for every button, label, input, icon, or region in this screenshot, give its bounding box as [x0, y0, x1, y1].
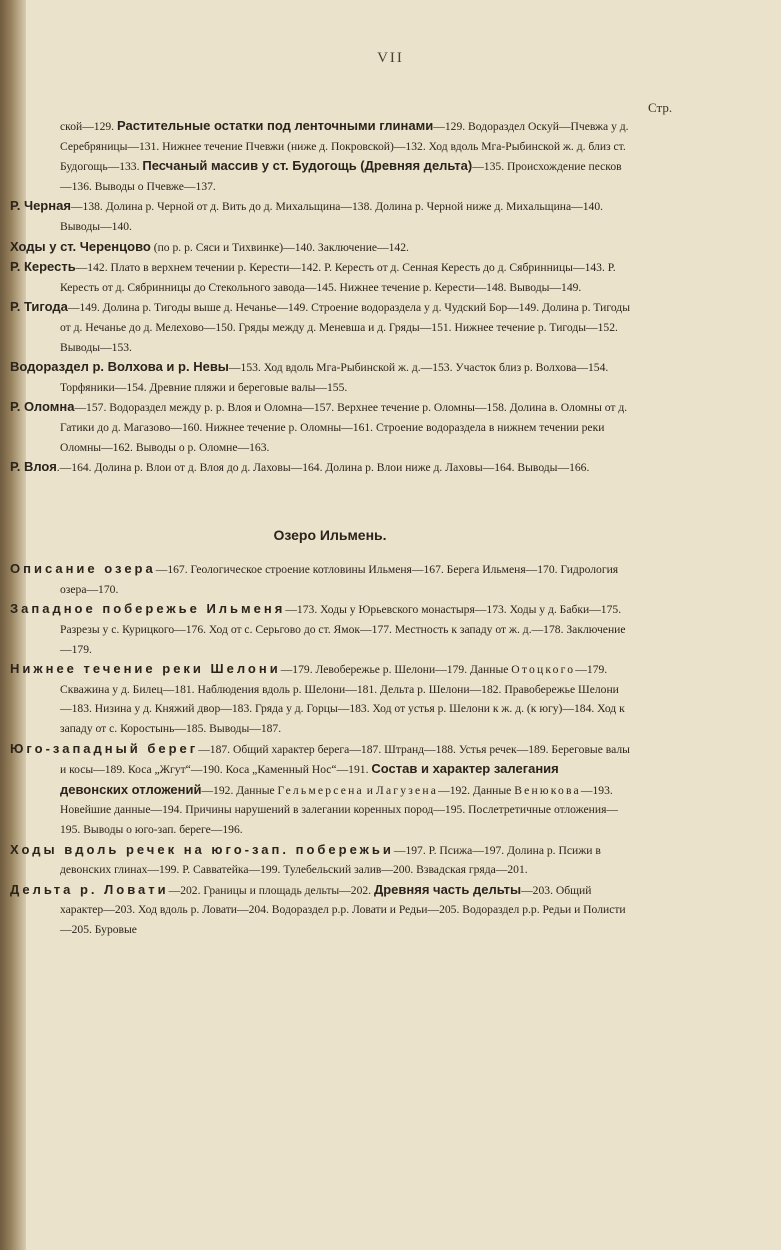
toc-entry	[10, 739, 630, 840]
toc-heading: Состав и характер залегания девонских отложений	[60, 761, 559, 797]
toc-text: —149. Долина р. Тигоды выше д. Нечанье—149. Строение водораздела у д. Чудский Бор—149. Долина р. Тигоды от д. Нечанье до д. Мелехово—150. Гряды между д. Меневша и д. Гряды—151. Нижнее течение р. Тигоды—152. Выводы—153.	[60, 301, 630, 354]
toc-heading: Описание озера	[10, 561, 156, 577]
toc-entry	[10, 357, 630, 397]
toc-entry	[10, 599, 630, 659]
toc-heading: Р. Кересть	[10, 259, 76, 275]
toc-list-ilmen	[10, 559, 630, 939]
toc-text: —202. Границы и площадь дельты—202.	[168, 883, 374, 897]
toc-heading: Нижнее течение реки Шелони	[10, 661, 281, 677]
toc-text: —167. Геологическое строение котловины Ильменя—167. Берега Ильменя—170. Гидрология озера—170.	[60, 563, 619, 596]
toc-text: .—164. Долина р. Влои от д. Влоя до д. Лаховы—164. Долина р. Влои ниже д. Лаховы—164. Выводы—166.	[56, 461, 590, 475]
toc-text: —129. Водораздел Оскуй—Пчевжа у д. Серебряницы—131. Нижнее течение Пчевжи (ниже д. Покровской)—132. Ход вдоль Мга-Рыбинской ж. д. близ ст. Будогощь—133.	[60, 120, 629, 174]
toc-text: —153. Ход вдоль Мга-Рыбинской ж. д.—153. Участок близ р. Волхова—154. Торфяники—154. Древние пляжи и береговые валы—155.	[60, 361, 609, 394]
toc-text: —203. Общий характер—203. Ход вдоль р. Ловати—204. Водораздел р.р. Ловати и Редьи—205. Водораздел р.р. Редьи и Полисти—205. Буровые	[60, 883, 626, 936]
toc-text: —135. Происхождение песков—136. Выводы о Пчевже—137.	[60, 160, 622, 193]
toc-heading: Ходы у ст. Черенцово	[10, 238, 151, 254]
toc-entry	[10, 196, 630, 236]
toc-text: —193. Новейшие данные—194. Причины нарушений в залегании коренных пород—195. Послетретичные отложения—195. Выводы о юго-зап. береге—196.	[60, 783, 618, 836]
toc-content	[10, 116, 630, 940]
author-name: Отоцкого	[511, 663, 576, 677]
toc-text: —157. Водораздел между р. р. Влоя и Оломна—157. Верхнее течение р. Оломны—158. Долина в. Оломны от д. Гатики до д. Магазово—160. Нижнее течение р. Оломны—161. Строение водораздела в нижнем течении реки Оломны—162. Выводы о р. Оломне—163.	[60, 401, 628, 454]
toc-heading: Ходы вдоль речек на юго-зап. побережьи	[10, 841, 394, 857]
section-title: Озеро Ильмень.	[273, 526, 387, 543]
toc-text: —142. Плато в верхнем течении р. Керести—142. Р. Кересть от д. Сенная Кересть до д. Сябринницы—143. Р. Кересть от д. Сябринницы до Стекольного завода—145. Нижнее течение р. Керести—148. Выводы—149.	[60, 261, 616, 294]
toc-heading: Песчаный массив у ст. Будогощь (Древняя дельта)	[142, 158, 473, 174]
toc-heading: Р. Черная	[10, 198, 71, 214]
toc-heading: Древняя часть дельты	[373, 881, 522, 897]
toc-text: —173. Ходы у Юрьевского монастыря—173. Ходы у д. Бабки—175. Разрезы у с. Курицкого—176. Ход от с. Серьгово до ст. Ямок—177. Местность к западу от ж. д.—178. Заключение—179.	[60, 603, 626, 656]
toc-text: и	[363, 783, 376, 797]
toc-heading: Растительные остатки под ленточными глинами	[116, 118, 434, 133]
toc-heading: Р. Оломна	[10, 399, 75, 415]
toc-entry	[10, 257, 630, 297]
page-number: VII	[377, 50, 404, 66]
toc-text: ской—129.	[60, 120, 117, 133]
toc-entry	[10, 880, 630, 940]
toc-text: —187. Общий характер берега—187. Штранд—188. Устья речек—189. Береговые валы и косы—189. Коса „Жгут“—190. Коса „Каменный Нос“—191.	[60, 742, 630, 777]
toc-entry	[10, 840, 630, 880]
toc-entry	[10, 397, 630, 457]
toc-entry	[10, 297, 630, 357]
page-column-label: Стр.	[648, 100, 673, 115]
author-name: Гельмерсена	[277, 783, 364, 797]
toc-text: —179. Скважина у д. Билец—181. Наблюдения вдоль р. Шелони—181. Дельта р. Шелони—182. Правобережье Шелони—183. Низина у д. Княжий двор—183. Гряда у д. Горцы—183. Ход от устья р. Шелони к ж. д. (к югу)—184. Ход к западу от с. Коростынь—185. Выводы—187.	[60, 663, 625, 736]
toc-text: —179. Левобережье р. Шелони—179. Данные	[280, 663, 512, 677]
toc-text: —197. Р. Псижа—197. Долина р. Псижи в девонских глинах—199. Р. Савватейка—199. Тулебельский залив—200. Взвадская гряда—201.	[60, 843, 601, 877]
toc-entry-continued	[10, 116, 630, 196]
toc-entry	[10, 237, 630, 258]
toc-heading: Западное побережье Ильменя	[10, 601, 286, 617]
toc-heading: Водораздел р. Волхова и р. Невы	[10, 359, 229, 375]
toc-entry	[10, 559, 630, 599]
toc-heading: Р. Влоя	[10, 459, 57, 475]
toc-heading: Дельта р. Ловати	[10, 881, 169, 897]
toc-text: (по р. р. Сяси и Тихвинке)—140. Заключение—142.	[150, 240, 409, 254]
toc-list-part1	[10, 196, 630, 477]
toc-heading: Р. Тигода	[10, 299, 68, 315]
author-name: Лагузена	[375, 783, 439, 797]
toc-text: —192. Данные	[201, 783, 278, 797]
author-name: Венюкова	[514, 783, 581, 797]
toc-heading: Юго-западный берег	[10, 740, 199, 756]
toc-text: —138. Долина р. Черной от д. Вить до д. Михальщина—138. Долина р. Черной ниже д. Михальщина—140. Выводы—140.	[60, 200, 604, 233]
toc-entry	[10, 457, 630, 478]
toc-text: —192. Данные	[438, 783, 515, 797]
toc-entry	[10, 659, 630, 738]
